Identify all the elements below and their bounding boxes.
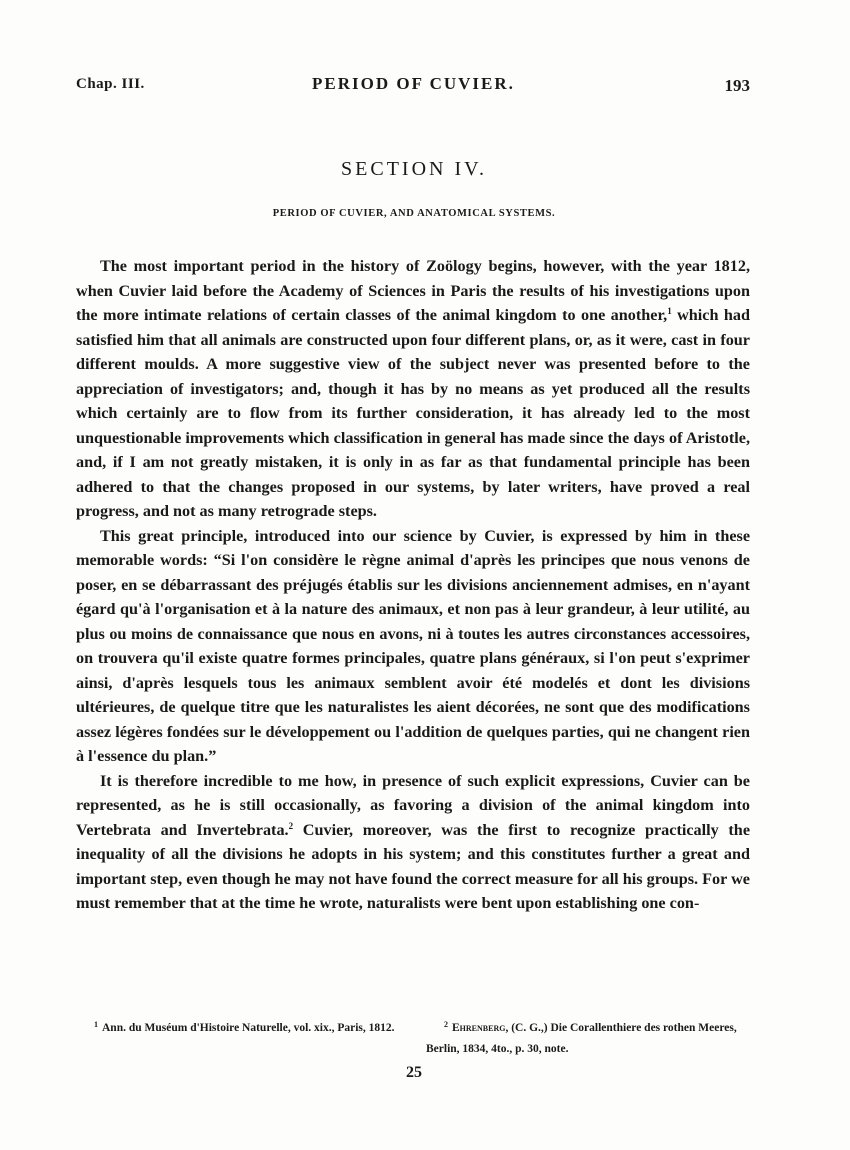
section-title: SECTION IV.: [341, 158, 487, 180]
section-subtitle: PERIOD OF CUVIER, AND ANATOMICAL SYSTEMS.: [272, 208, 556, 219]
footnote-mark: 1: [94, 1020, 98, 1029]
footnote-author: Ehrenberg,: [452, 1022, 509, 1034]
running-title: PERIOD OF CUVIER.: [312, 74, 515, 93]
paragraph: [76, 524, 750, 769]
footnote-mark: 2: [444, 1020, 448, 1029]
paragraph-text: which had satisfied him that all animals are constructed upon four different plans, or, as it were, cast in four different moulds. A more suggestive view of the subject never was presented before to the appreciation of investigators; and, though it has by no means as yet produced all the results which certainly are to flow from its further consideration, it has already led to the most unquestionable improvements which classification in general has made since the days of Aristotle, and, if I am not greatly mistaken, it is only in as far as that fundamental principle has been adhered to that the changes proposed in our systems, by later writers, have proved a real progress, and not as many retrograde steps.: [76, 306, 750, 520]
footnote-ref: 2: [288, 820, 294, 831]
footnote-1: [76, 1018, 396, 1039]
footnote-ref: 1: [667, 306, 672, 316]
chapter-label: Chap. III.: [76, 76, 145, 92]
footnote-text: (C. G.,) Die Corallenthiere des rothen Meeres, Berlin, 1834, 4to., p. 30, note.: [426, 1022, 737, 1055]
footnote-2: [426, 1018, 750, 1060]
paragraph-text: It is therefore incredible to me how, in presence of such explicit expressions, Cuvier can be represented, as he is still occasionally, as favoring a division of the animal kingdom into Vertebrata and Invertebrata.: [76, 771, 750, 839]
paragraph: [76, 769, 750, 916]
running-head: [76, 72, 750, 98]
page-number: 193: [724, 76, 750, 95]
paragraph-text: This great principle, introduced into our science by Cuvier, is expressed by him in these memorable words: “Si l'on considère le règne animal d'après les principes que nous venons de poser, en se débarrassant des préjugés établis sur les divisions anciennement admises, en n'ayant égard qu'à l'organisation et à la nature des animaux, et non pas à leur grandeur, à leur utilité, au plus ou moins de connaissance que nous en avons, ni à toutes les autres circonstances accessoires, on trouvera qu'il existe quatre formes principales, quatre plans généraux, si l'on peut s'exprimer ainsi, d'après lesquels tous les animaux semblent avoir été modelés et dont les divisions ultérieures, de quelque titre que les naturalistes les aient décorées, ne sont que des modifications assez légères fondées sur le développement ou l'addition de quelques parties, qui ne changent rien à l'essence du plan.”: [76, 526, 750, 765]
paragraph-text: The most important period in the history of Zoölogy begins, however, with the year 1812, when Cuvier laid before the Academy of Sciences in Paris the results of his investigations upon the more intimate relations of certain classes of the animal kingdom to one another,: [76, 257, 750, 324]
body-text: [76, 254, 750, 916]
paragraph-text: Cuvier, moreover, was the first to recognize practically the inequality of all the divisions he adopts in his system; and this constitutes further a great and important step, even though he may not have found the correct measure for all his groups. For we must remember that at the time he wrote, naturalists were bent upon establishing one con-: [76, 820, 750, 912]
footnote-text: Ann. du Muséum d'Histoire Naturelle, vol. xix., Paris, 1812.: [102, 1022, 395, 1034]
paragraph: [76, 254, 750, 524]
signature-mark: 25: [406, 1064, 422, 1081]
